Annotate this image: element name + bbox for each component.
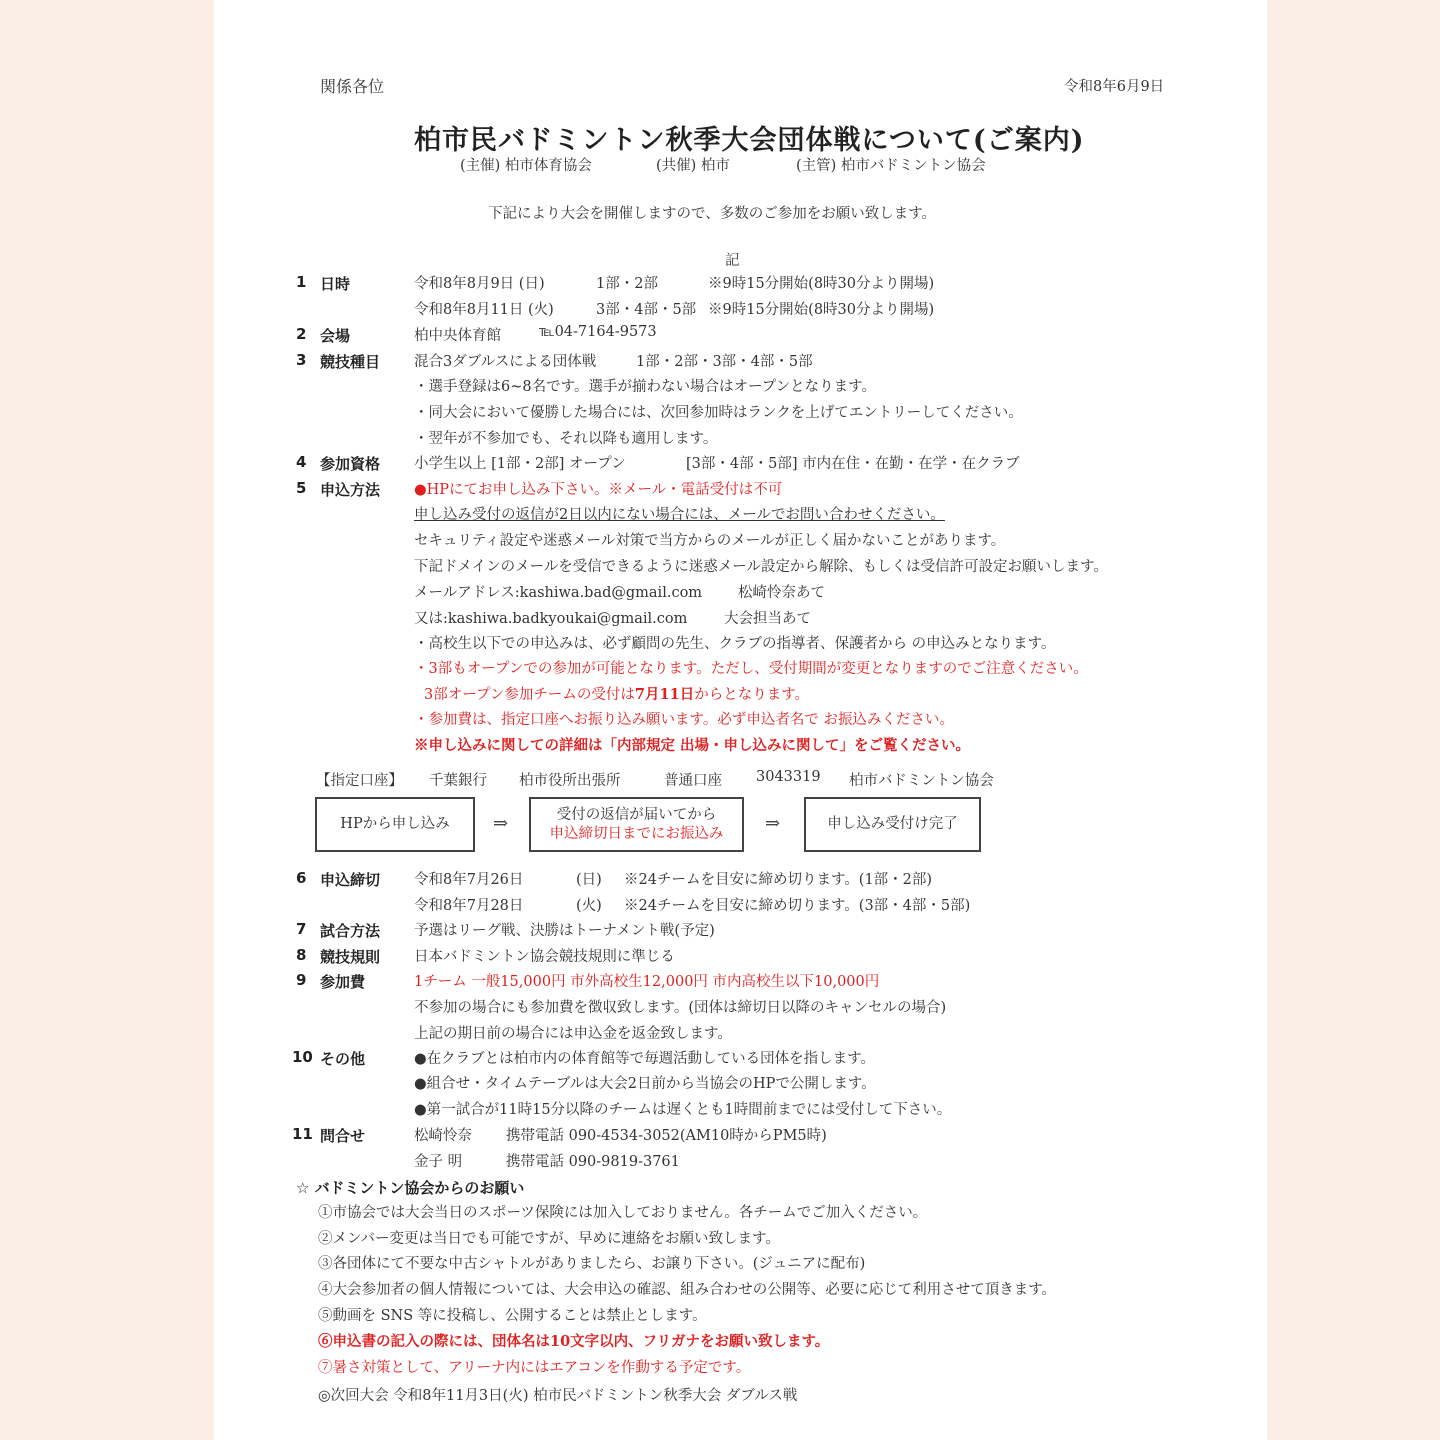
flow-step-apply: HPから申し込み (315, 797, 475, 852)
requests-title: ☆ バドミントン協会からのお願い (296, 1179, 525, 1197)
deadline-2-date: 令和8年7月28日 (414, 898, 524, 914)
competition-rules: 日本バドミントン協会競技規則に準じる (414, 949, 675, 965)
other-note-2: ●組合せ・タイムテーブルは大会2日前から当協会のHPで公開します。 (414, 1076, 876, 1092)
section-8-label: 競技規則 (320, 948, 381, 966)
apply-hp-notice: ●HPにてお申し込み下さい。※メール・電話受付は不可 (414, 482, 783, 498)
fee-cancel-note: 不参加の場合にも参加費を徴収致します。(団体は締切日以降のキャンセルの場合) (414, 1000, 947, 1016)
account-bank: 千葉銀行 (429, 773, 487, 789)
document-page (214, 0, 1267, 1440)
event-note-2: ・同大会において優勝した場合には、次回参加時はランクを上げてエントリーしてください。 (414, 405, 1023, 421)
section-7-number: 7 (296, 920, 307, 938)
apply-reply-notice: 申し込み受付の返信が2日以内にない場合には、メールでお問い合わせください。 (414, 507, 945, 523)
ki-mark: 記 (725, 253, 740, 269)
request-item-4: ④大会参加者の個人情報については、大会申込の確認、組み合わせの公開等、必要に応じて利用させて頂きます。 (318, 1282, 1057, 1298)
date-2-time: ※9時15分開始(8時30分より開場) (708, 302, 935, 318)
apply-details-notice: ※申し込みに関しての詳細は「内部規定 出場・申し込みに関して」をご覧ください。 (414, 737, 971, 754)
request-item-5: ⑤動画を SNS 等に投稿し、公開することは禁止とします。 (318, 1308, 707, 1324)
flow-arrow-2: ⇒ (765, 813, 781, 834)
section-2-number: 2 (296, 325, 307, 343)
section-11-label: 問合せ (320, 1127, 366, 1145)
section-11-number: 11 (292, 1125, 313, 1143)
account-number: 3043319 (756, 769, 821, 785)
apply-security-notice: セキュリティ設定や迷惑メール対策で当方からのメールが正しく届かないことがあります。 (414, 533, 1006, 549)
apply-minor-notice: ・高校生以下での申込みは、必ず顧問の先生、クラブの指導者、保護者から の申込みとなります。 (414, 636, 1056, 652)
request-item-8: ◎次回大会 令和8年11月3日(火) 柏市民バドミントン秋季大会 ダブルス戦 (318, 1388, 798, 1404)
section-8-number: 8 (296, 946, 307, 964)
date-1-divisions: 1部・2部 (596, 276, 658, 292)
event-divisions: 1部・2部・3部・4部・5部 (636, 354, 813, 370)
contact-1-name: 松崎怜奈 (414, 1128, 472, 1144)
section-6-number: 6 (296, 869, 307, 887)
event-note-1: ・選手登録は6~8名です。選手が揃わない場合はオープンとなります。 (414, 379, 876, 395)
request-item-7: ⑦暑さ対策として、アリーナ内にはエアコンを作動する予定です。 (318, 1360, 751, 1376)
section-10-number: 10 (292, 1048, 313, 1066)
account-type: 普通口座 (664, 773, 722, 789)
deadline-2-day: (火) (576, 898, 602, 914)
section-3-number: 3 (296, 351, 307, 369)
section-10-label: その他 (320, 1050, 366, 1068)
deadline-1-day: (日) (576, 872, 602, 888)
organizer-host: (主催) 柏市体育協会 (460, 158, 592, 174)
flow-step-payment: 受付の返信が届いてから 申込締切日までにお振込み (529, 797, 744, 852)
document-date: 令和8年6月9日 (1064, 79, 1165, 95)
match-format: 予選はリーグ戦、決勝はトーナメント戦(予定) (414, 923, 715, 939)
venue-phone: ℡04-7164-9573 (539, 324, 657, 340)
account-branch: 柏市役所出張所 (519, 773, 621, 789)
page-title: 柏市民バドミントン秋季大会団体戦について(ご案内) (414, 125, 1085, 156)
organizer-manager: (主管) 柏市バドミントン協会 (796, 158, 986, 174)
flow-arrow-1: ⇒ (493, 813, 509, 834)
section-9-number: 9 (296, 971, 307, 989)
fee-amounts: 1チーム 一般15,000円 市外高校生12,000円 市内高校生以下10,000円 (414, 974, 880, 990)
date-2-divisions: 3部・4部・5部 (596, 302, 697, 318)
request-item-3: ③各団体にて不要な中古シャトルがありましたら、お譲り下さい。(ジュニアに配布) (318, 1256, 866, 1272)
section-1-number: 1 (296, 273, 307, 291)
eligibility-open: 小学生以上 [1部・2部] オープン (414, 456, 626, 472)
section-2-label: 会場 (320, 327, 351, 345)
section-4-label: 参加資格 (320, 455, 381, 473)
apply-domain-notice: 下記ドメインのメールを受信できるように迷惑メール設定から解除、もしくは受信許可設定お願いします。 (414, 559, 1108, 575)
section-3-label: 競技種目 (320, 353, 381, 371)
date-1-time: ※9時15分開始(8時30分より開場) (708, 276, 935, 292)
email-address-2-recipient: 大会担当あて (724, 611, 811, 627)
event-type: 混合3ダブルスによる団体戦 (414, 354, 597, 370)
email-address-1-recipient: 松崎怜奈あて (738, 585, 825, 601)
other-note-3: ●第一試合が11時15分以降のチームは遅くとも1時間前までには受付して下さい。 (414, 1102, 952, 1118)
email-address-2: 又は:kashiwa.badkyoukai@gmail.com (414, 611, 688, 627)
account-holder: 柏市バドミントン協会 (849, 773, 994, 789)
apply-fee-notice: ・参加費は、指定口座へお振り込み願います。必ず申込者名で お振込みください。 (414, 712, 954, 728)
request-item-2: ②メンバー変更は当日でも可能ですが、早めに連絡をお願い致します。 (318, 1231, 780, 1247)
contact-2-phone: 携帯電話 090-9819-3761 (506, 1154, 680, 1170)
other-note-1: ●在クラブとは柏市内の体育館等で毎週活動している団体を指します。 (414, 1051, 875, 1067)
section-5-label: 申込方法 (320, 481, 381, 499)
email-address-1: メールアドレス:kashiwa.bad@gmail.com (414, 585, 703, 601)
section-4-number: 4 (296, 453, 307, 471)
account-label: 【指定口座】 (316, 773, 403, 789)
organizer-cohost: (共催) 柏市 (656, 158, 730, 174)
deadline-2-note: ※24チームを目安に締め切ります。(3部・4部・5部) (624, 898, 971, 914)
section-7-label: 試合方法 (320, 922, 381, 940)
date-1: 令和8年8月9日 (日) (414, 276, 545, 292)
recipient: 関係各位 (320, 77, 385, 96)
flow-step-complete: 申し込み受付け完了 (804, 797, 981, 852)
section-6-label: 申込締切 (320, 871, 381, 889)
section-9-label: 参加費 (320, 973, 366, 991)
contact-2-name: 金子 明 (414, 1154, 463, 1170)
deadline-1-date: 令和8年7月26日 (414, 872, 524, 888)
fee-refund-note: 上記の期日前の場合には申込金を返金致します。 (414, 1026, 732, 1042)
eligibility-resident: [3部・4部・5部] 市内在住・在勤・在学・在クラブ (686, 456, 1020, 472)
apply-open-date-notice: 3部オープン参加チームの受付は7月11日からとなります。 (424, 686, 810, 703)
date-2: 令和8年8月11日 (火) (414, 302, 554, 318)
request-item-1: ①市協会では大会当日のスポーツ保険には加入しておりません。各チームでご加入ください。 (318, 1205, 928, 1221)
section-5-number: 5 (296, 479, 307, 497)
request-item-6: ⑥申込書の記入の際には、団体名は10文字以内、フリガナをお願い致します。 (318, 1333, 830, 1350)
deadline-1-note: ※24チームを目安に締め切ります。(1部・2部) (624, 872, 933, 888)
apply-open-notice: ・3部もオープンでの参加が可能となります。ただし、受付期間が変更となりますのでご注意ください。 (414, 661, 1088, 677)
intro-text: 下記により大会を開催しますので、多数のご参加をお願い致します。 (488, 206, 937, 222)
event-note-3: ・翌年が不参加でも、それ以降も適用します。 (414, 431, 718, 447)
section-1-label: 日時 (320, 275, 351, 293)
venue-name: 柏中央体育館 (414, 328, 501, 344)
contact-1-phone: 携帯電話 090-4534-3052(AM10時からPM5時) (506, 1128, 827, 1144)
